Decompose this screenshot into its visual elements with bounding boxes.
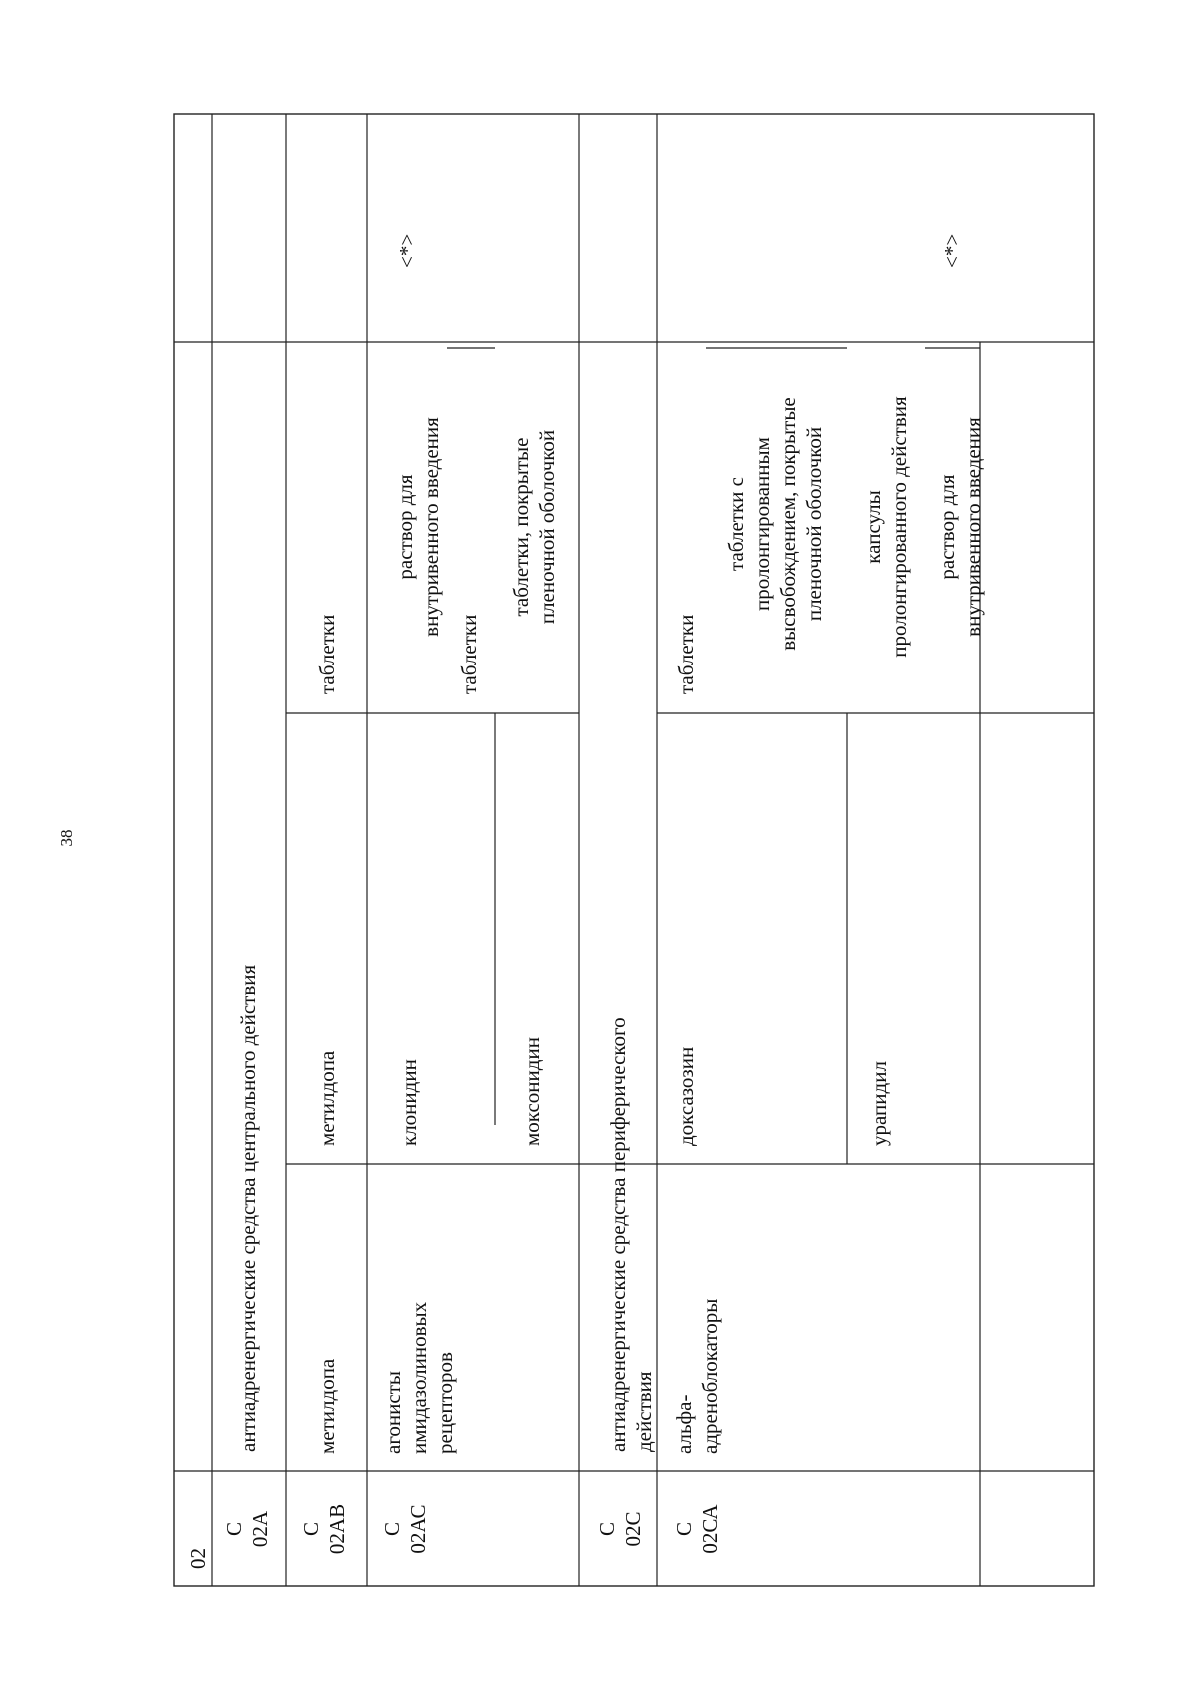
group-code: 02 xyxy=(186,1548,210,1569)
dosage-form-cell: таблетки xyxy=(457,614,481,694)
atc-code-cell: С 02А xyxy=(222,1510,272,1548)
note-cell: <*> xyxy=(940,233,964,268)
atc-code-cell: С 02АВ xyxy=(299,1503,349,1555)
atc-code-cell: С 02СА xyxy=(672,1504,722,1554)
atc-code-cell: С 02АС xyxy=(380,1504,430,1554)
drug-name-cell: доксазозин xyxy=(674,1046,698,1146)
subgroup-name-cell: метилдопа xyxy=(315,1358,339,1454)
drug-classification-table xyxy=(174,114,1094,1586)
subgroup-name-cell: антиадренергические средства центрального действия xyxy=(236,964,260,1452)
dosage-form-cell: раствор для внутривенного введения xyxy=(935,417,985,637)
dosage-form-cell: капсулы пролонгированного действия xyxy=(861,396,911,658)
dosage-form-cell: таблетки, покрытые пленочной оболочкой xyxy=(509,429,559,625)
drug-name-cell: моксонидин xyxy=(520,1037,544,1146)
subgroup-name-cell: антиадренергические средства периферического действия xyxy=(606,1017,656,1452)
dosage-form-cell: таблетки с пролонгированным высвобождением, покрытые пленочной оболочкой xyxy=(724,397,826,651)
drug-name-cell: метилдопа xyxy=(315,1050,339,1146)
subgroup-name-cell: альфа- адреноблокаторы xyxy=(672,1298,722,1454)
dosage-form-cell: таблетки xyxy=(315,614,339,694)
dosage-form-cell: таблетки xyxy=(674,614,698,694)
drug-name-cell: клонидин xyxy=(397,1059,421,1146)
dosage-form-cell: раствор для внутривенного введения xyxy=(393,417,443,637)
subgroup-name-cell: агонисты имидазолиновых рецепторов xyxy=(381,1301,457,1454)
page-number: 38 xyxy=(57,829,76,847)
atc-code-cell: С 02С xyxy=(595,1511,645,1547)
drug-name-cell: урапидил xyxy=(867,1061,891,1146)
note-cell: <*> xyxy=(395,233,419,268)
